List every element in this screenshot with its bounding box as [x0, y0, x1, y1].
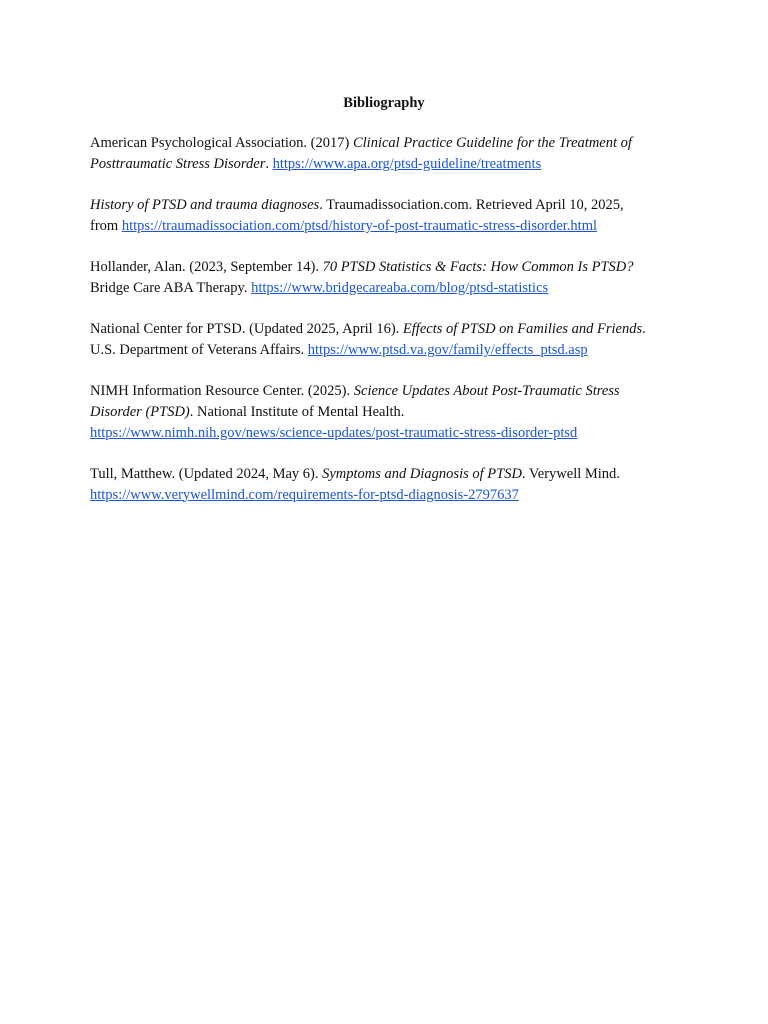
entry-line	[90, 216, 690, 237]
entry-author: American Psychological Association. (2017)	[90, 135, 353, 151]
entry-author: Tull, Matthew. (Updated 2024, May 6).	[90, 465, 323, 482]
entry-title: Posttraumatic Stress Disorder	[90, 155, 266, 172]
entry-text: . Traumadissociation.com. Retrieved April 10, 2025,	[319, 196, 624, 213]
entry-line	[90, 195, 690, 216]
entry-author: National Center for PTSD. (Updated 2025, April 16).	[90, 320, 403, 337]
entry-title: Disorder (PTSD)	[90, 403, 190, 420]
entry-text: U.S. Department of Veterans Affairs.	[90, 341, 308, 358]
entry-line	[90, 319, 690, 340]
entry-link[interactable]: https://www.apa.org/ptsd-guideline/treatments	[272, 155, 542, 172]
entry-author: Hollander, Alan. (2023, September 14).	[90, 258, 323, 275]
entry-title: 70 PTSD Statistics & Facts: How Common Is PTSD?	[322, 258, 634, 275]
bibliography-entry-nimh	[90, 381, 690, 443]
entry-link[interactable]: https://www.nimh.nih.gov/news/science-updates/post-traumatic-stress-disorder-ptsd	[90, 424, 578, 441]
page-title: Bibliography	[343, 95, 425, 111]
bibliography-entry-ncptsd	[90, 319, 690, 361]
entry-text: .	[265, 155, 273, 172]
bibliography-list	[90, 133, 690, 526]
entry-title: Clinical Practice Guideline for the Treatment of	[352, 135, 632, 151]
entry-text: Bridge Care ABA Therapy.	[90, 279, 252, 296]
entry-title: Symptoms and Diagnosis of PTSD	[322, 465, 522, 482]
entry-link[interactable]: https://traumadissociation.com/ptsd/history-of-post-traumatic-stress-disorder.html	[121, 217, 598, 234]
entry-line	[90, 485, 690, 506]
entry-line	[90, 340, 690, 361]
entry-line	[90, 133, 690, 154]
bibliography-entry-traumadissociation	[90, 195, 690, 237]
entry-line	[90, 381, 690, 402]
entry-text: .	[642, 320, 646, 337]
entry-line	[90, 154, 690, 175]
bibliography-entry-hollander	[90, 257, 690, 299]
entry-text: . National Institute of Mental Health.	[189, 403, 405, 420]
entry-title: Effects of PTSD on Families and Friends	[402, 320, 643, 337]
entry-title: Science Updates About Post-Traumatic Stress	[353, 382, 620, 399]
entry-text: from	[90, 217, 122, 234]
bibliography-entry-tull	[90, 464, 690, 506]
entry-author: NIMH Information Resource Center. (2025).	[90, 382, 354, 399]
entry-line	[90, 423, 690, 444]
entry-text: . Verywell Mind.	[521, 465, 620, 482]
entry-link[interactable]: https://www.verywellmind.com/requirements-for-ptsd-diagnosis-2797637	[90, 486, 519, 503]
entry-link[interactable]: https://www.ptsd.va.gov/family/effects_ptsd.asp	[307, 341, 588, 358]
bibliography-entry-apa	[90, 133, 690, 175]
entry-line	[90, 278, 690, 299]
entry-line	[90, 464, 690, 485]
entry-line	[90, 257, 690, 278]
entry-title: History of PTSD and trauma diagnoses	[90, 196, 320, 213]
entry-link[interactable]: https://www.bridgecareaba.com/blog/ptsd-statistics	[251, 279, 549, 296]
entry-line	[90, 402, 690, 423]
